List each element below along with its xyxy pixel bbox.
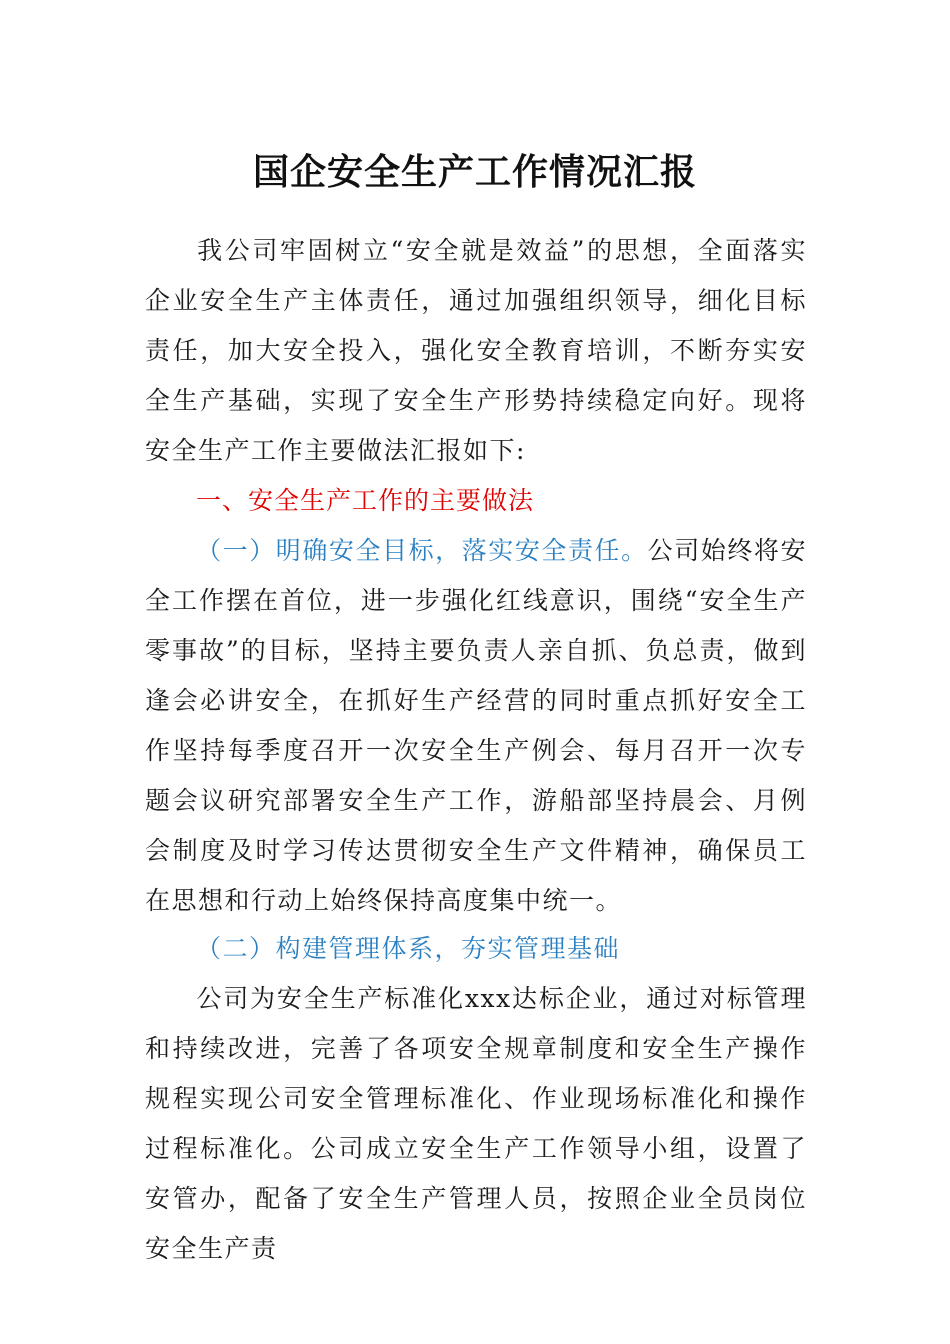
subsection-1-heading: （一）明确安全目标，落实安全责任。 [196, 536, 648, 565]
subsection-2-paragraph [145, 974, 807, 1274]
document-title: 国企安全生产工作情况汇报 [252, 152, 697, 193]
subsection-2-heading: （二）构建管理体系，夯实管理基础 [196, 934, 621, 963]
intro-paragraph [145, 226, 807, 476]
subsection-1-paragraph [145, 526, 807, 926]
section-heading: 一、安全生产工作的主要做法 [196, 486, 535, 515]
subsection-1-text: 公司始终将安全工作摆在首位，进一步强化红线意识，围绕“安全生产零事故”的目标，坚持主要负责人亲自抓、负总责，做到逢会必讲安全，在抓好生产经营的同时重点抓好安全工作坚持每季度召开一次安全生产例会、每月召开一次专题会议研究部署安全生产工作，游船部坚持晨会、月例会制度及时学习传达贯彻安全生产文件精神，确保员工在思想和行动上始终保持高度集中统一。 [145, 536, 807, 915]
subsection-2-text: 公司为安全生产标准化xxx达标企业，通过对标管理和持续改进，完善了各项安全规章制度和安全生产操作规程实现公司安全管理标准化、作业现场标准化和操作过程标准化。公司成立安全生产工作领导小组，设置了安管办，配备了安全生产管理人员，按照企业全员岗位安全生产责 [145, 984, 807, 1263]
intro-paragraph-text: 我公司牢固树立“安全就是效益”的思想，全面落实企业安全生产主体责任，通过加强组织领导，细化目标责任，加大安全投入，强化安全教育培训，不断夯实安全生产基础，实现了安全生产形势持续稳定向好。现将安全生产工作主要做法汇报如下: [145, 236, 807, 465]
